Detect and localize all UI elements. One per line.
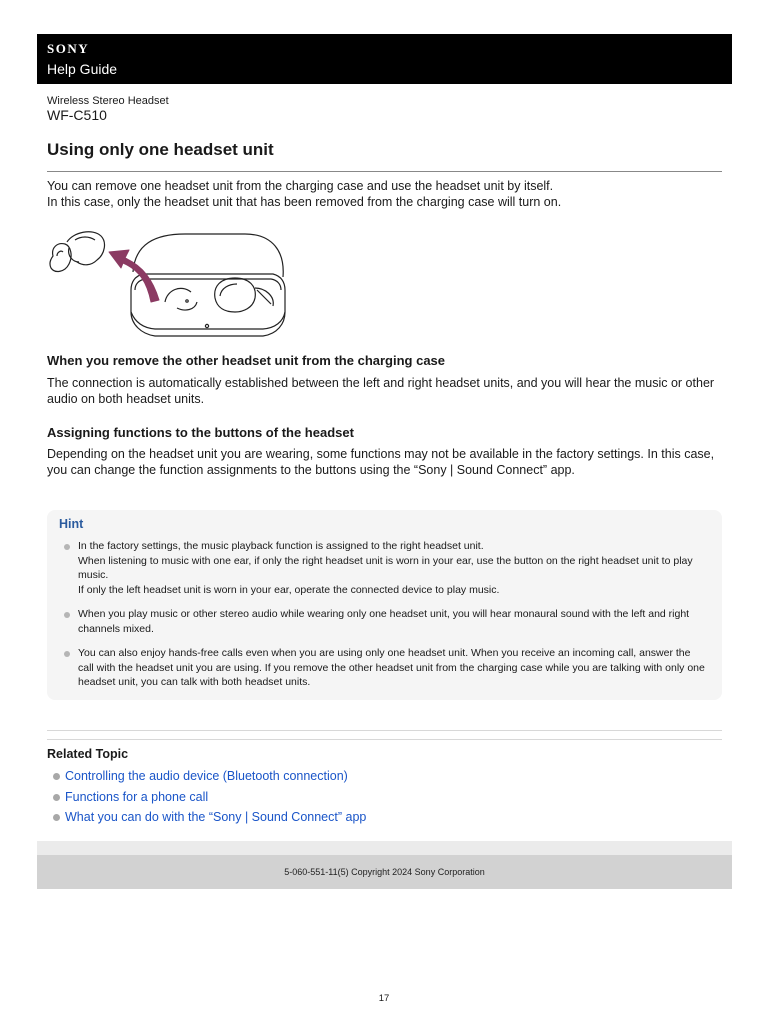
related-topic-link[interactable]: Functions for a phone call [65,789,209,804]
hint-label: Hint [59,517,84,531]
page-number: 17 [378,993,390,1004]
title-divider [47,171,722,172]
intro-text [47,178,727,210]
product-model: WF-C510 [47,107,107,123]
product-line: Wireless Stereo Headset [47,95,169,107]
brand-logo: SONY [47,41,90,56]
section-heading: When you remove the other headset unit from the charging case [47,353,446,368]
page-title: Using only one headset unit [47,140,274,159]
related-topic-item [53,809,366,830]
intro-line: You can remove one headset unit from the charging case and use the headset unit by itself. [47,179,554,193]
headset-case-illustration [45,222,290,344]
divider [47,730,722,731]
related-topic-item [53,768,366,789]
related-topic-link[interactable]: What you can do with the “Sony | Sound Connect” app [65,810,367,824]
section-heading: Assigning functions to the buttons of the headset [47,425,354,440]
guide-title: Help Guide [47,61,118,77]
charging-case-icon [131,234,285,336]
bullet-icon [53,814,60,821]
hint-text: When listening to music with one ear, if only the right headset unit is worn in your ear, use the button on the right headset unit to play music. [78,554,693,581]
hint-item [59,646,709,690]
footer-band [37,841,732,855]
footer-copyright: 5-060-551-11(5) Copyright 2024 Sony Corporation [37,855,732,889]
hint-text: When you play music or other stereo audio while wearing only one headset unit, you will hear monaural sound with the left and right channels mixed. [78,608,690,635]
divider [47,739,722,740]
bullet-icon [53,773,60,780]
bullet-icon [53,794,60,801]
related-topic-link[interactable]: Controlling the audio device (Bluetooth connection) [65,769,348,783]
bullet-icon [64,612,70,618]
hint-text: You can also enjoy hands-free calls even when you are using only one headset unit. When you receive an incoming call, answer the call with the headset unit you are using. If you remove the other headset unit from the charging case while you are talking with only one headset unit, you can talk with both headset units. [78,647,705,688]
help-guide-header [37,34,732,84]
bullet-icon [64,544,70,550]
section-body: Depending on the headset unit you are wearing, some functions may not be available in the factory settings. In this case, you can change the function assignments to the buttons using the “Sony | Sound Connect” app. [47,447,715,477]
hint-box [47,510,722,700]
section-body: The connection is automatically established between the left and right headset units, and you will hear the music or other audio on both headset units. [47,376,715,406]
hint-list [59,539,709,700]
bullet-icon [64,651,70,657]
intro-line: In this case, only the headset unit that has been removed from the charging case will turn on. [47,195,562,209]
related-topic-list [53,768,366,830]
hint-item [59,539,709,597]
remove-arrow-icon [109,250,159,302]
related-topic-item [53,789,366,810]
earbud-icon [50,232,105,272]
hint-text: If only the left headset unit is worn in your ear, operate the connected device to play music. [78,583,500,596]
related-topic-heading: Related Topic [47,747,129,761]
hint-text: In the factory settings, the music playback function is assigned to the right headset unit. [78,540,484,552]
hint-item [59,607,709,636]
